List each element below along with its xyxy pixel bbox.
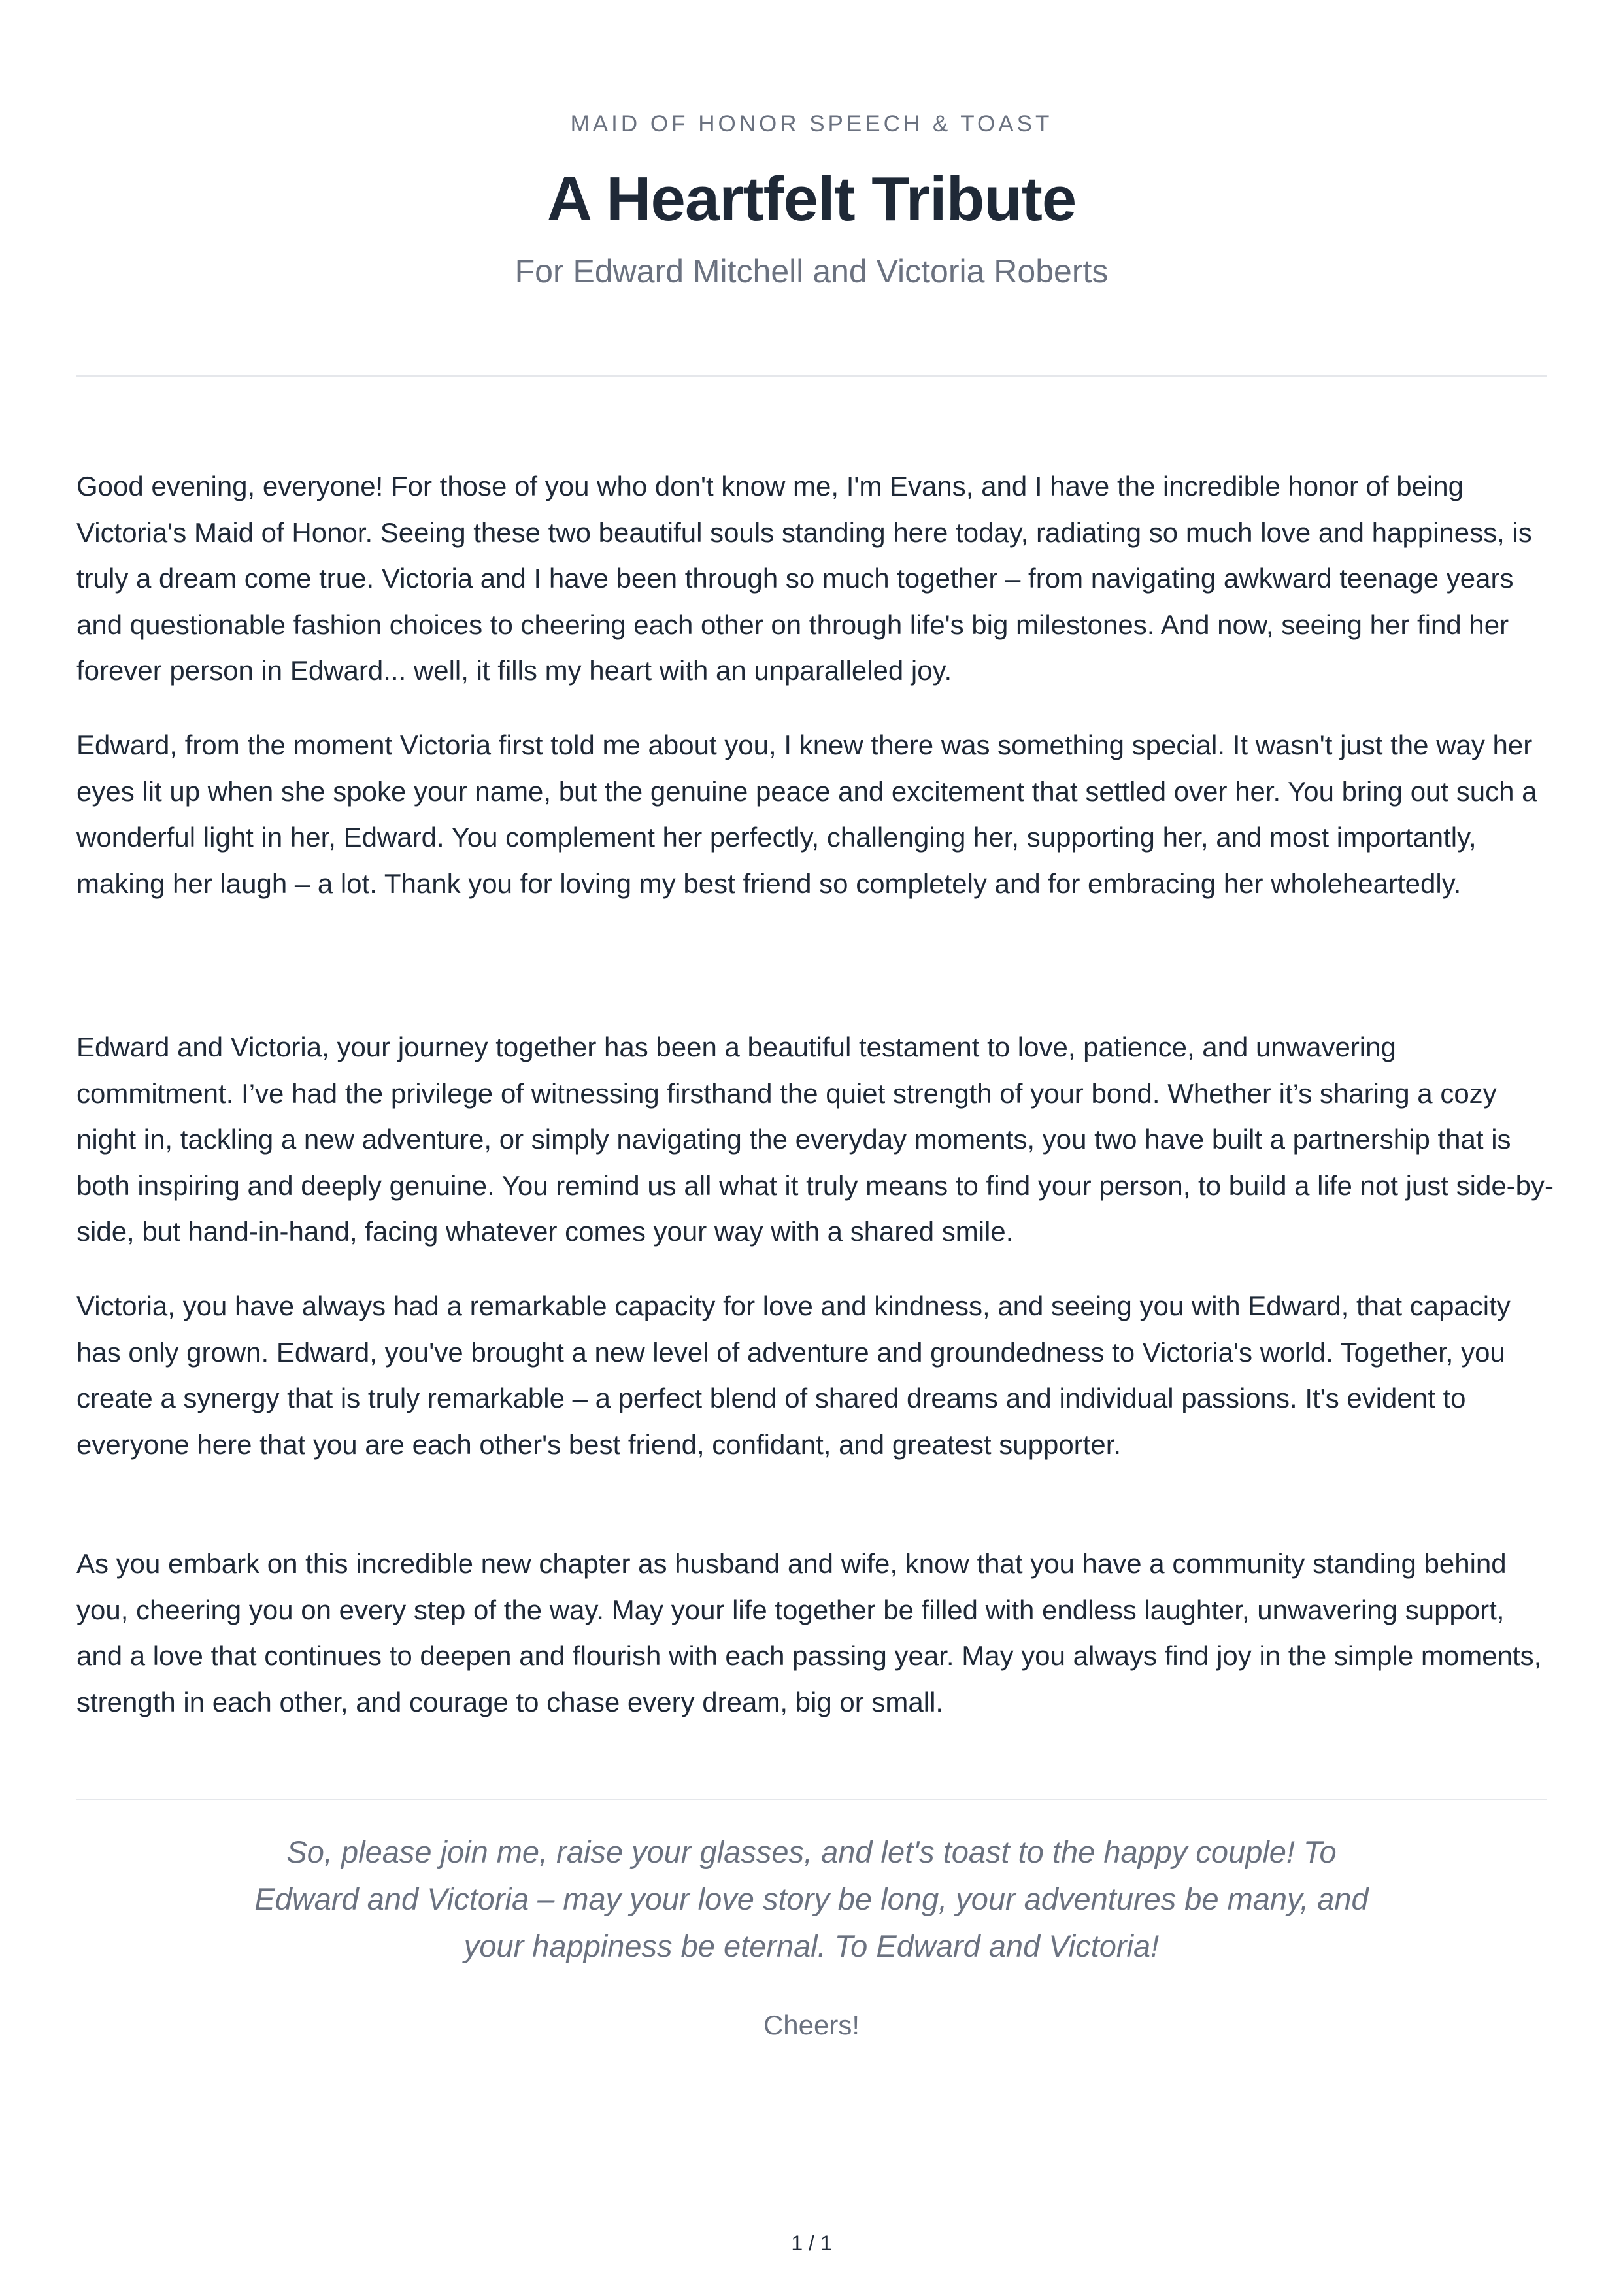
toast-quote: So, please join me, raise your glasses, and let's toast to the happy couple! To Edward and Victoria – may your love story be long, your adventures be many, and your happiness be eternal. To Edward and Victoria!: [254, 1834, 1369, 1963]
speech-paragraph-5: As you embark on this incredible new chapter as husband and wife, know that you have a community standing behind you, cheering you on every step of the way. May your life together be filled with endless laughter, unwavering support, and a love that continues to deepen and flourish with each passing year. May you always find joy in the simple moments, strength in each other, and courage to chase every dream, big or small.: [76, 1548, 1542, 1717]
header-divider: [76, 375, 1547, 377]
speech-paragraph-1: Good evening, everyone! For those of you who don't know me, I'm Evans, and I have the incredible honor of being Victoria's Maid of Honor. Seeing these two beautiful souls standing here today, radiating so much love and happiness, is truly a dream come true. Victoria and I have been through so much together – from navigating awkward teenage years and questionable fashion choices to cheering each other on through life's big milestones. And now, seeing her find her forever person in Edward... well, it fills my heart with an unparalleled joy.: [76, 471, 1532, 686]
page-number: 1 / 1: [791, 2231, 832, 2255]
speech-paragraph-2: Edward, from the moment Victoria first told me about you, I knew there was something special. It wasn't just the way her eyes lit up when she spoke your name, but the genuine peace and excitement that settled over her. You bring out such a wonderful light in her, Edward. You complement her perfectly, challenging her, supporting her, and most importantly, making her laugh – a lot. Thank you for loving my best friend so completely and for embracing her wholeheartedly.: [76, 730, 1537, 899]
document-eyebrow: MAID OF HONOR SPEECH & TOAST: [570, 111, 1053, 137]
document-subtitle: For Edward Mitchell and Victoria Roberts: [514, 253, 1109, 290]
closing-signoff: Cheers!: [763, 2010, 860, 2040]
document-title: A Heartfelt Tribute: [546, 164, 1077, 234]
speech-paragraph-3: Edward and Victoria, your journey together has been a beautiful testament to love, patience, and unwavering commitment. I’ve had the privilege of witnessing firsthand the quiet strength of your bond. Whether it’s sharing a cozy night in, tackling a new adventure, or simply navigating the everyday moments, you two have built a partnership that is both inspiring and deeply genuine. You remind us all what it truly means to find your person, to build a life not just side-by-side, but hand-in-hand, facing whatever comes your way with a shared smile.: [76, 1032, 1554, 1247]
speech-paragraph-4: Victoria, you have always had a remarkable capacity for love and kindness, and seeing you with Edward, that capacity has only grown. Edward, you've brought a new level of adventure and groundedness to Victoria's world. Together, you create a synergy that is truly remarkable – a perfect blend of shared dreams and individual passions. It's evident to everyone here that you are each other's best friend, confidant, and greatest supporter.: [76, 1291, 1511, 1460]
closing-divider: [76, 1799, 1547, 1800]
